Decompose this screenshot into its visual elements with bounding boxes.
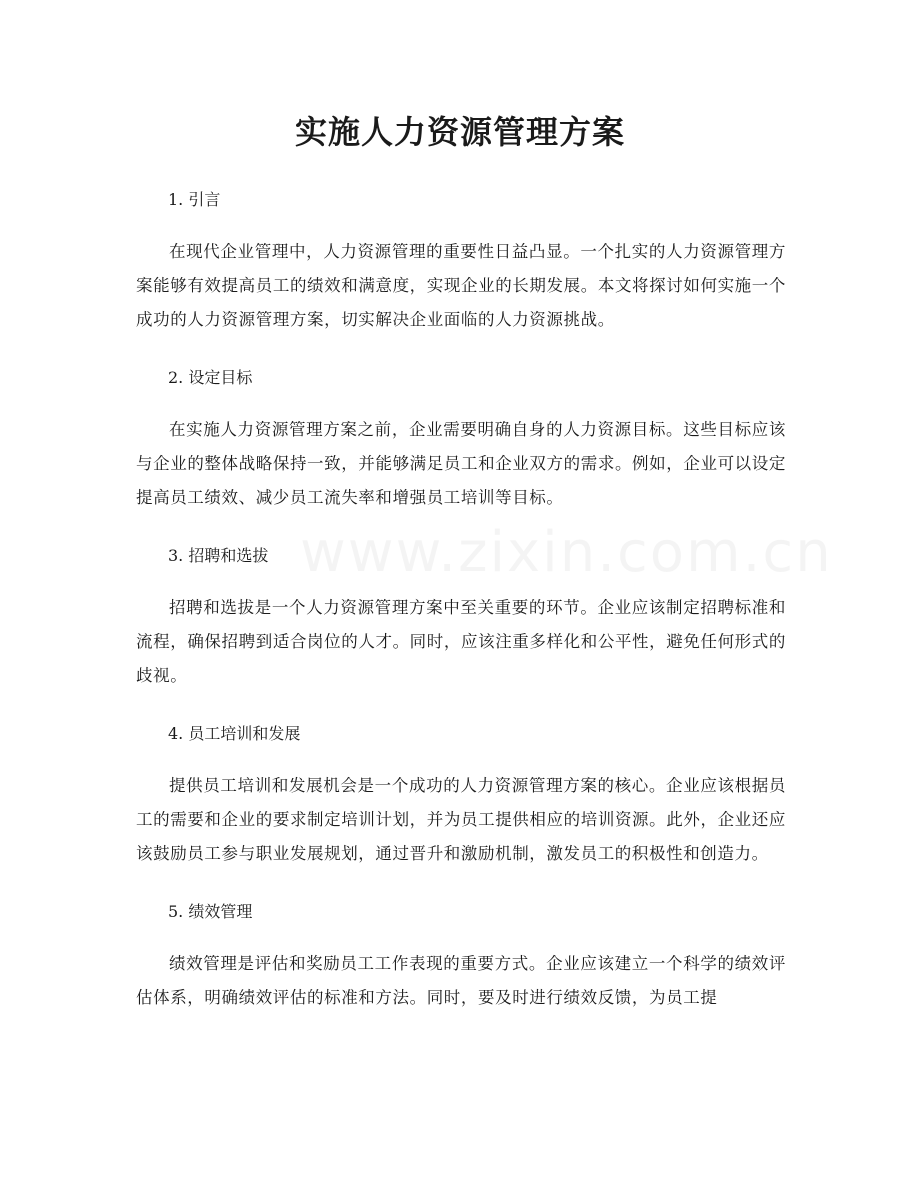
section-heading: 4. 员工培训和发展: [168, 724, 301, 743]
section-paragraph: 招聘和选拔是一个人力资源管理方案中至关重要的环节。企业应该制定招聘标准和流程，确保招聘到适合岗位的人才。同时，应该注重多样化和公平性，避免任何形式的歧视。: [136, 598, 786, 685]
section-training: [136, 717, 786, 871]
section-heading: 1. 引言: [168, 190, 221, 209]
section-heading: 5. 绩效管理: [168, 902, 253, 921]
section-paragraph: 在现代企业管理中，人力资源管理的重要性日益凸显。一个扎实的人力资源管理方案能够有效提高员工的绩效和满意度，实现企业的长期发展。本文将探讨如何实施一个成功的人力资源管理方案，切实解决企业面临的人力资源挑战。: [136, 242, 786, 329]
document-title: 实施人力资源管理方案: [294, 113, 625, 151]
section-paragraph: 绩效管理是评估和奖励员工工作表现的重要方式。企业应该建立一个科学的绩效评估体系，明确绩效评估的标准和方法。同时，要及时进行绩效反馈，为员工提: [136, 954, 786, 1007]
section-heading: 3. 招聘和选拔: [168, 546, 269, 565]
section-goals: [136, 361, 786, 515]
section-recruitment: [136, 539, 786, 693]
section-performance: [136, 895, 786, 1015]
section-paragraph: 提供员工培训和发展机会是一个成功的人力资源管理方案的核心。企业应该根据员工的需要和企业的要求制定培训计划，并为员工提供相应的培训资源。此外，企业还应该鼓励员工参与职业发展规划，通过晋升和激励机制，激发员工的积极性和创造力。: [136, 776, 786, 863]
section-intro: [136, 183, 786, 337]
document-body: [136, 183, 786, 1039]
section-paragraph: 在实施人力资源管理方案之前，企业需要明确自身的人力资源目标。这些目标应该与企业的整体战略保持一致，并能够满足员工和企业双方的需求。例如，企业可以设定提高员工绩效、减少员工流失率和增强员工培训等目标。: [136, 420, 786, 507]
section-heading: 2. 设定目标: [168, 368, 253, 387]
